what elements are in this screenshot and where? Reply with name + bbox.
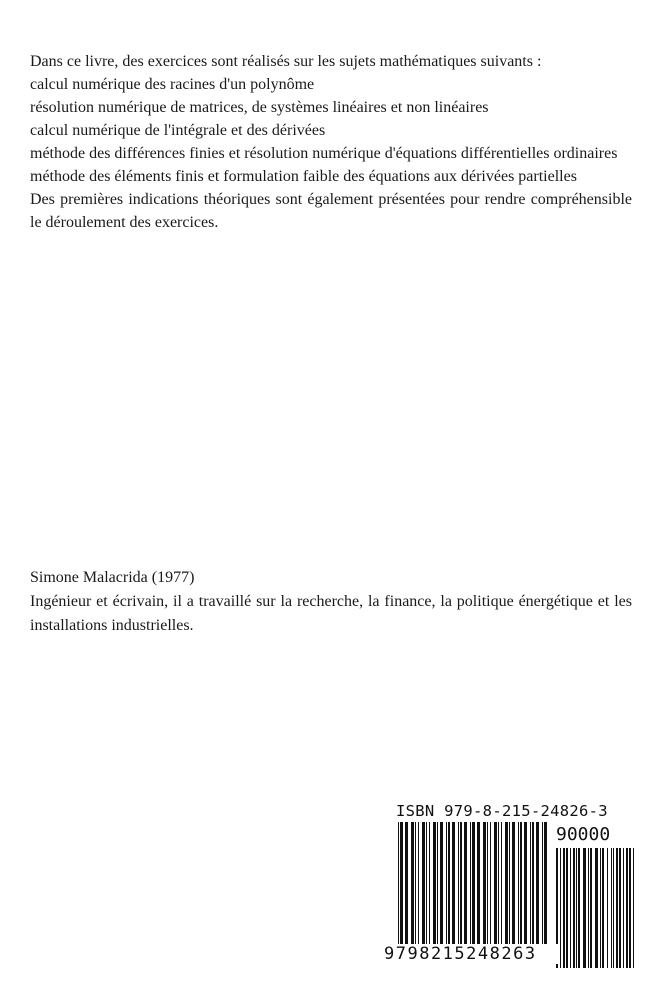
barcode-bar (400, 822, 403, 954)
barcode-addon-bar (573, 848, 575, 968)
barcode-addon-bar (602, 848, 604, 968)
barcode-bar (490, 822, 491, 948)
isbn-label: ISBN 979-8-215-24826-3 (396, 802, 608, 820)
barcode-bar (398, 822, 399, 954)
barcode-addon-bar (570, 848, 571, 968)
author-block (30, 566, 632, 638)
barcode-bar (509, 822, 510, 948)
author-bio: Ingénieur et écrivain, il a travaillé sur la recherche, la finance, la politique énergétique et les installations industrielles. (30, 593, 632, 634)
barcode-bar (433, 822, 436, 948)
barcode-bar (458, 822, 459, 948)
barcode-addon-bar (576, 848, 577, 968)
barcode-bar (536, 822, 539, 948)
barcode-bar (460, 822, 462, 948)
barcode-bar (464, 822, 467, 948)
barcode-addon-bar (629, 848, 631, 968)
barcode-bar (542, 822, 543, 948)
barcode-addon-bar (619, 848, 621, 968)
barcode-bar (452, 822, 455, 948)
barcode-bar (530, 822, 531, 948)
barcode-addon-bar (560, 848, 561, 968)
barcode-bar (532, 822, 534, 948)
barcode-addon-bar (616, 848, 618, 968)
barcode-bar (483, 822, 486, 948)
barcode-bar (437, 822, 438, 948)
barcode-bar (411, 822, 414, 948)
barcode-addon-bar (600, 848, 601, 968)
barcode-bar (405, 822, 408, 948)
barcode-addon-bar (578, 848, 580, 968)
ean-digits: 9798215248263 (384, 944, 559, 964)
barcode-addon-bar (563, 848, 565, 968)
barcode-bar (512, 822, 515, 948)
barcode-bar (440, 822, 443, 948)
barcode-bar (544, 822, 547, 954)
barcode-bar (477, 822, 480, 948)
addon-price-code: 90000 (556, 824, 611, 845)
topic-item: calcul numérique de l'intégrale et des dérivées (30, 122, 326, 139)
barcode-addon-bar (633, 848, 634, 968)
barcode-addon-bar (595, 848, 598, 968)
barcode-addon-bar (583, 848, 586, 968)
description-block (30, 50, 632, 234)
barcode-bar (422, 822, 425, 948)
topic-item: méthode des éléments finis et formulation faible des équations aux dérivées partielles (30, 168, 577, 185)
topic-item: calcul numérique des racines d'un polynôme (30, 76, 315, 93)
barcode-bar (524, 822, 527, 948)
barcode-bar (415, 822, 416, 948)
barcode-addon-bar (611, 848, 612, 968)
barcode-bar (418, 822, 419, 948)
intro-closing: Des premières indications théoriques sont également présentées pour rendre compréhensible le déroulement des exercices. (30, 191, 632, 231)
barcode-addon-bar (626, 848, 628, 968)
barcode-addon-bar (607, 848, 608, 968)
barcode-bar (487, 822, 488, 948)
barcode-bar (470, 822, 471, 948)
barcode-bar (501, 822, 502, 948)
barcode-bar (446, 822, 447, 948)
barcode-bar (426, 822, 427, 948)
barcode-bar (518, 822, 519, 948)
barcode-addon-bar (566, 848, 568, 968)
barcode-bar (429, 822, 430, 948)
barcode-bar (520, 822, 522, 948)
topic-item: résolution numérique de matrices, de systèmes linéaires et non linéaires (30, 99, 489, 116)
topic-item: méthode des différences finies et résolution numérique d'équations différentielles ordinaires (30, 145, 618, 162)
barcode-addon-bar (613, 848, 614, 968)
isbn-barcode (384, 802, 636, 972)
barcode-addon-bar (623, 848, 624, 968)
barcode-addon-bar (588, 848, 589, 968)
intro-lead: Dans ce livre, des exercices sont réalisés sur les sujets mathématiques suivants : (30, 53, 542, 70)
barcode-addon-bar (590, 848, 592, 968)
barcode-bar (505, 822, 508, 948)
author-name: Simone Malacrida (1977) (30, 569, 195, 586)
barcode-bar (472, 822, 475, 948)
barcode-bar (498, 822, 499, 948)
barcode-bar (494, 822, 497, 948)
barcode-bar (448, 822, 450, 948)
